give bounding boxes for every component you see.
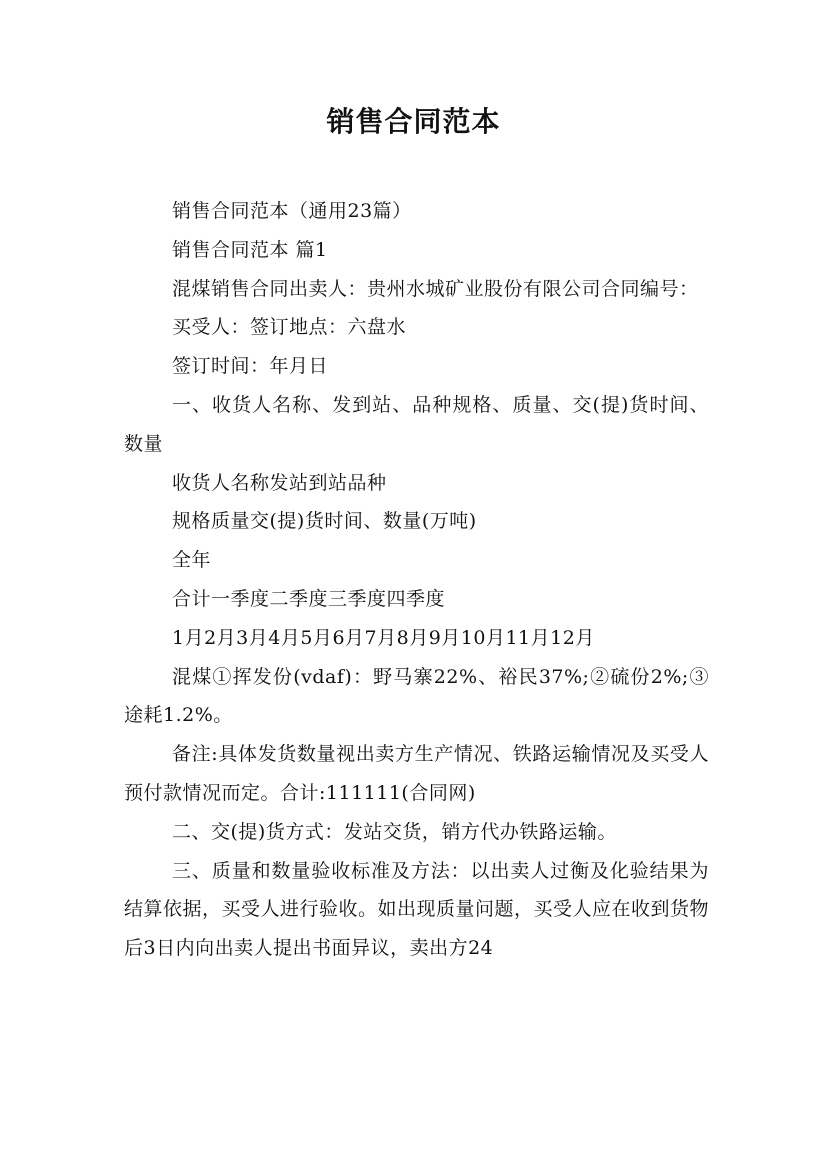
document-title: 销售合同范本 <box>326 105 501 138</box>
paragraph-clause-1: 一、收货人名称、发到站、品种规格、质量、交(提)货时间、数量 <box>124 393 709 455</box>
paragraph-heading-collection: 销售合同范本（通用23篇） <box>172 200 412 222</box>
paragraph-heading-section-1: 销售合同范本 篇1 <box>172 238 328 261</box>
paragraph-remarks: 备注:具体发货数量视出卖方生产情况、铁路运输情况及买受人预付款情况而定。合计:111111(合同网) <box>124 743 709 804</box>
paragraph-clause-3: 三、质量和数量验收标准及方法：以出卖人过衡及化验结果为结算依据，买受人进行验收。如出现质量问题，买受人应在收到货物后3日内向出卖人提出书面异议，卖出方24 <box>124 859 710 960</box>
paragraph-months: 1月2月3月4月5月6月7月8月9月10月11月12月 <box>172 626 595 649</box>
paragraph-spec-header: 规格质量交(提)货时间、数量(万吨) <box>172 510 477 533</box>
paragraph-coal-spec: 混煤①挥发份(vdaf)：野马寨22%、裕民37%;②硫份2%;③途耗1.2%。 <box>124 665 709 727</box>
paragraph-clause-2: 二、交(提)货方式：发站交货，销方代办铁路运输。 <box>172 820 617 843</box>
paragraph-full-year: 全年 <box>172 549 212 572</box>
document-body <box>124 192 709 968</box>
paragraph-buyer: 买受人：签订地点：六盘水 <box>172 316 407 339</box>
paragraph-receiver-header: 收货人名称发站到站品种 <box>172 471 387 494</box>
paragraph-sign-date: 签订时间：年月日 <box>172 355 329 378</box>
paragraph-seller: 混煤销售合同出卖人：贵州水城矿业股份有限公司合同编号： <box>172 277 699 300</box>
paragraph-quarters: 合计一季度二季度三季度四季度 <box>172 587 446 610</box>
